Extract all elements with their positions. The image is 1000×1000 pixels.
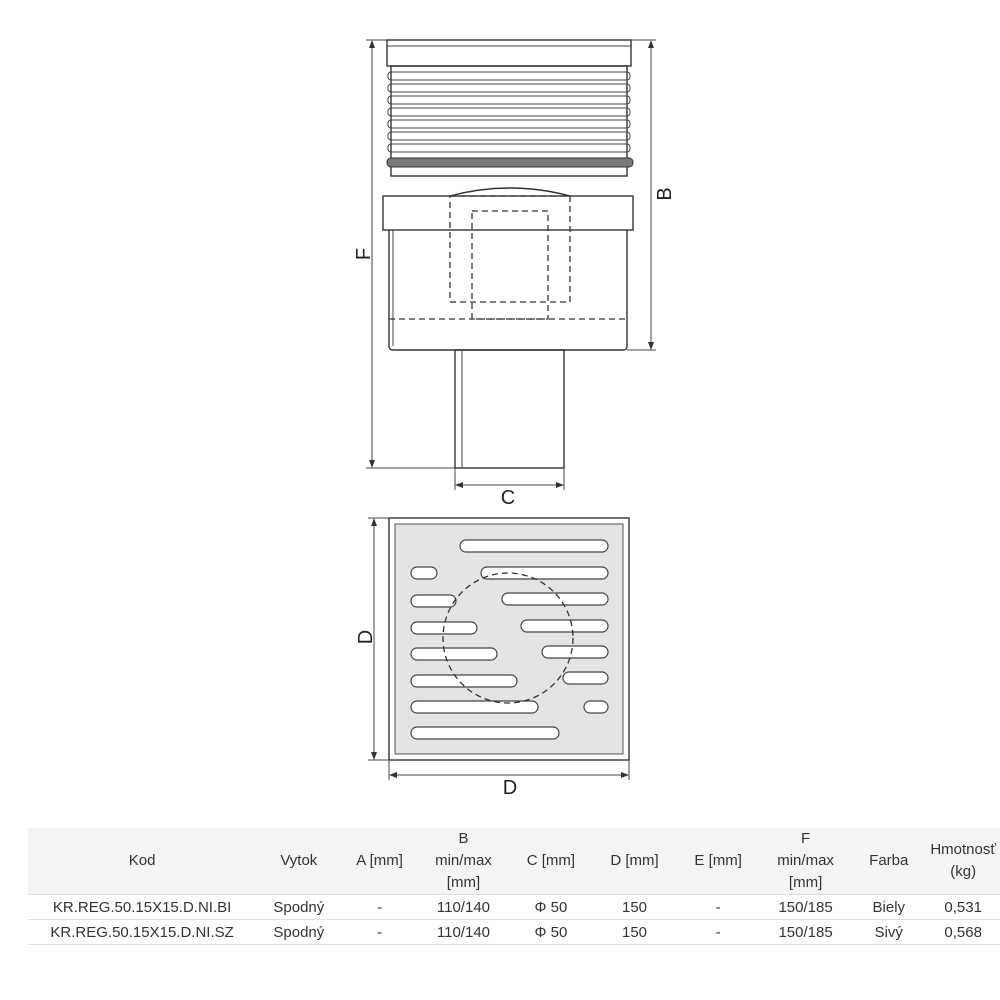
body-flange (383, 196, 633, 230)
table-row (28, 920, 1000, 945)
cell-f: 150/185 (760, 920, 851, 945)
hidden-siphon-outer (450, 196, 570, 302)
dim-label-b: B (654, 187, 676, 201)
dim-label-c: C (500, 487, 516, 509)
cell-vytok: Spodný (256, 895, 341, 920)
outlet-pipe (455, 350, 564, 468)
cell-farba: Sivý (851, 920, 926, 945)
cell-d: 150 (593, 920, 677, 945)
header-f: F min/max [mm] (760, 828, 851, 895)
dim-label-d-horizontal: D (502, 777, 518, 799)
body (389, 230, 627, 350)
table-row (28, 895, 1000, 920)
spec-table (28, 828, 1000, 945)
header-a: A [mm] (341, 828, 417, 895)
top-view (355, 518, 629, 799)
cell-farba: Biely (851, 895, 926, 920)
cell-b: 110/140 (418, 895, 509, 920)
grate-plate (395, 524, 623, 754)
header-hmotnost: Hmotnosť (kg) (926, 828, 1000, 895)
cell-b: 110/140 (418, 920, 509, 945)
cell-vytok: Spodný (256, 920, 341, 945)
header-kod: Kod (28, 828, 256, 895)
header-b: B min/max [mm] (418, 828, 509, 895)
top-cap (387, 40, 631, 66)
cell-kod: KR.REG.50.15X15.D.NI.SZ (28, 920, 256, 945)
header-e: E [mm] (676, 828, 760, 895)
cell-d: 150 (593, 895, 677, 920)
cell-c: Φ 50 (509, 895, 593, 920)
cell-a: - (341, 895, 417, 920)
cell-e: - (676, 895, 760, 920)
threaded-section (387, 66, 633, 176)
cell-hmotnost: 0,568 (926, 920, 1000, 945)
header-vytok: Vytok (256, 828, 341, 895)
side-view (353, 40, 676, 509)
cell-hmotnost: 0,531 (926, 895, 1000, 920)
dim-label-f: F (353, 247, 375, 261)
header-c: C [mm] (509, 828, 593, 895)
cell-kod: KR.REG.50.15X15.D.NI.BI (28, 895, 256, 920)
cell-f: 150/185 (760, 895, 851, 920)
cell-e: - (676, 920, 760, 945)
cell-a: - (341, 920, 417, 945)
header-d: D [mm] (593, 828, 677, 895)
cell-c: Φ 50 (509, 920, 593, 945)
gasket-ring (387, 158, 633, 167)
dim-label-d-vertical: D (355, 629, 377, 645)
table-header-row (28, 828, 1000, 895)
hidden-siphon-inner (472, 211, 548, 319)
header-farba: Farba (851, 828, 926, 895)
